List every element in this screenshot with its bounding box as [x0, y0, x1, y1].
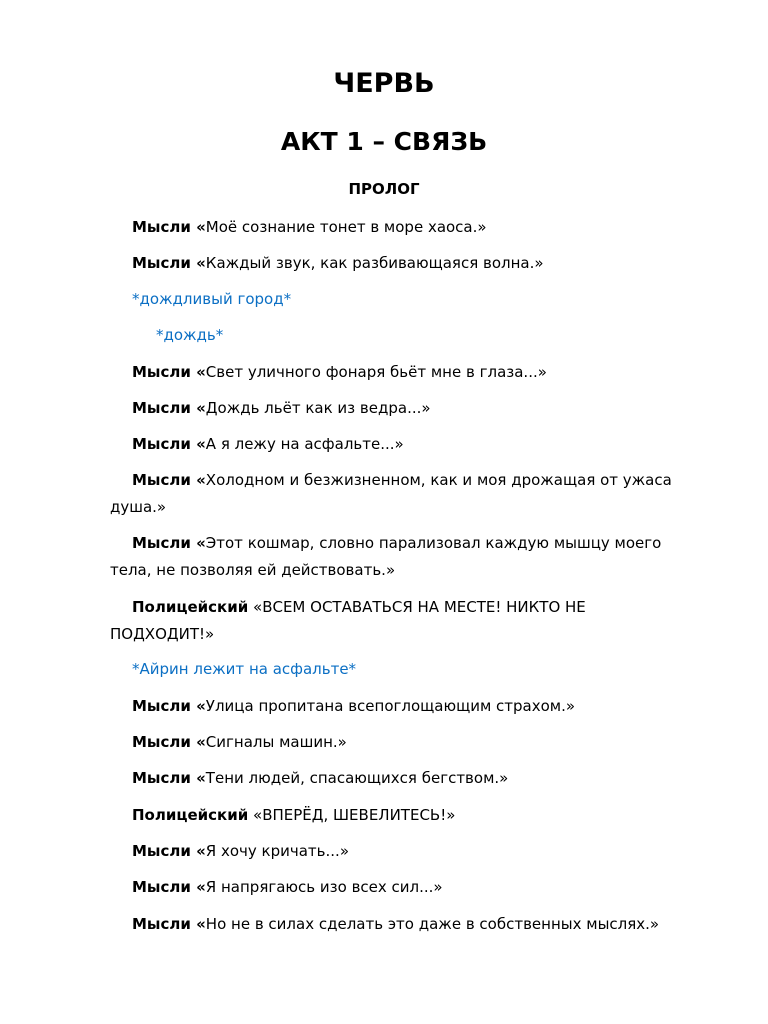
speaker-name: Мысли « [132, 218, 206, 236]
dialogue-line [110, 467, 690, 521]
speaker-name: Мысли « [132, 878, 206, 896]
line-text: Я напрягаюсь изо всех сил...» [205, 878, 443, 896]
speaker-name: Полицейский [132, 598, 249, 616]
dialogue-line [110, 530, 690, 584]
line-text: «ВСЕМ ОСТАВАТЬСЯ НА МЕСТЕ! НИКТО НЕ ПОДХОДИТ!» [110, 598, 586, 643]
speaker-name: Мысли « [132, 363, 206, 381]
speaker-name: Мысли « [132, 769, 206, 787]
dialogue-line [110, 250, 690, 277]
speaker-name: Мысли « [132, 534, 206, 552]
speaker-name: Мысли « [132, 915, 206, 933]
speaker-name: Мысли « [132, 842, 206, 860]
dialogue-line [110, 729, 690, 756]
speaker-name: Мысли « [132, 435, 206, 453]
dialogue-line [110, 838, 690, 865]
speaker-name: Полицейский [132, 806, 249, 824]
line-text: А я лежу на асфальте...» [205, 435, 404, 453]
section-heading: ПРОЛОГ [348, 180, 420, 198]
speaker-name: Мысли « [132, 399, 206, 417]
speaker-name: Мысли « [132, 471, 206, 489]
line-text: Тени людей, спасающихся бегством.» [205, 769, 509, 787]
line-text: Свет уличного фонаря бьёт мне в глаза...» [205, 363, 547, 381]
dialogue-line [110, 594, 690, 648]
dialogue-line [110, 395, 690, 422]
act-heading: АКТ 1 – СВЯЗЬ [280, 127, 488, 156]
speaker-name: Мысли « [132, 697, 206, 715]
line-text: Улица пропитана всепоглощающим страхом.» [205, 697, 576, 715]
dialogue-line [110, 765, 690, 792]
line-text: «ВПЕРЁД, ШЕВЕЛИТЕСЬ!» [248, 806, 456, 824]
stage-direction: *дождь* [156, 326, 224, 344]
dialogue-line [110, 693, 690, 720]
line-text: Этот кошмар, словно парализовал каждую мышцу моего тела, не позволяя ей действовать.» [110, 534, 662, 579]
speaker-name: Мысли « [132, 254, 206, 272]
line-text: Сигналы машин.» [205, 733, 347, 751]
dialogue-line [110, 431, 690, 458]
dialogue-line [110, 911, 690, 938]
line-text: Холодном и безжизненном, как и моя дрожащая от ужаса душа.» [110, 471, 672, 516]
line-text: Каждый звук, как разбивающаяся волна.» [205, 254, 544, 272]
speaker-name: Мысли « [132, 733, 206, 751]
line-text: Но не в силах сделать это даже в собственных мыслях.» [205, 915, 660, 933]
stage-direction: *Айрин лежит на асфальте* [132, 660, 357, 678]
dialogue-line [110, 214, 690, 241]
dialogue-line [110, 802, 690, 829]
document-title: ЧЕРВЬ [333, 68, 435, 99]
line-text: Дождь льёт как из ведра...» [205, 399, 431, 417]
line-text: Я хочу кричать...» [205, 842, 349, 860]
dialogue-line [110, 359, 690, 386]
line-text: Моё сознание тонет в море хаоса.» [205, 218, 487, 236]
stage-direction: *дождливый город* [132, 290, 292, 308]
dialogue-line [110, 874, 690, 901]
